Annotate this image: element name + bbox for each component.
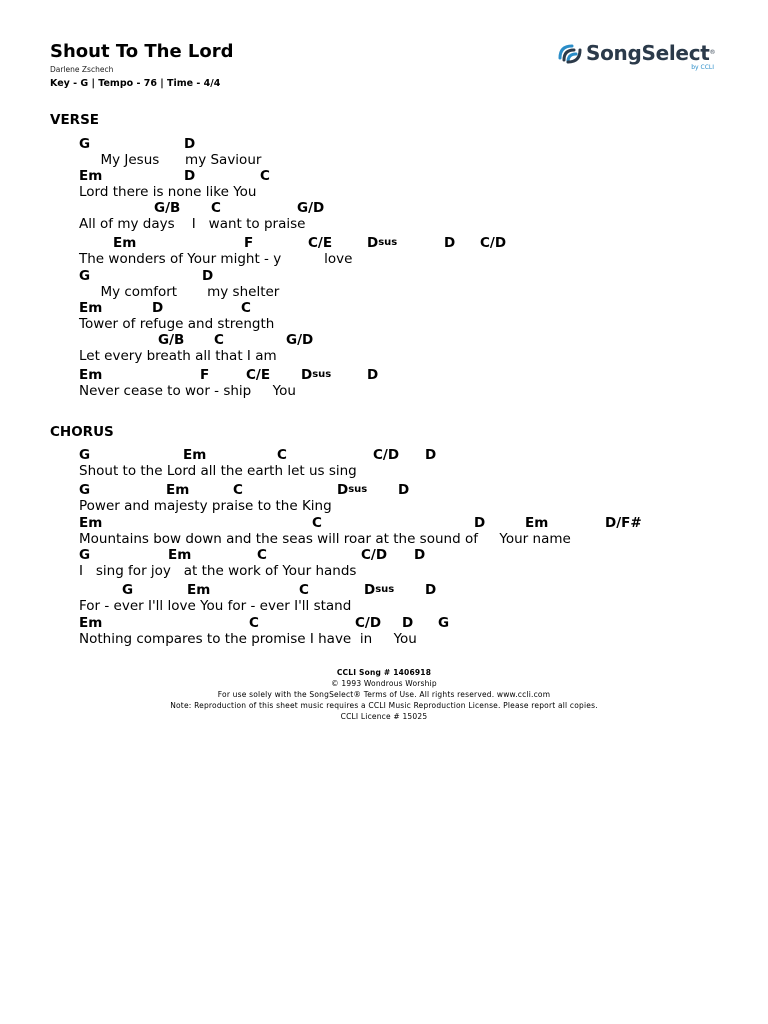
chord: G: [79, 482, 91, 498]
chord: C: [233, 482, 243, 498]
chord: D: [414, 547, 426, 563]
chord: C/E: [308, 235, 333, 251]
chord: C: [211, 200, 221, 216]
chord: D: [184, 136, 196, 152]
song-title: Shout To The Lord: [50, 41, 234, 62]
chord: C/E: [246, 367, 271, 383]
chord-row: [79, 367, 719, 383]
chord: G: [79, 547, 91, 563]
chord: Em: [187, 582, 211, 598]
chord: C/D: [355, 615, 382, 631]
lyric-line: Power and majesty praise to the King: [79, 498, 332, 514]
songselect-logo: [556, 40, 718, 74]
verse-line: [79, 300, 719, 332]
chorus-line: [79, 482, 719, 514]
lyric-line: My Jesus my Saviour: [79, 152, 262, 168]
chord: D: [425, 582, 437, 598]
chord: Em: [113, 235, 137, 251]
verse-line: [79, 168, 719, 200]
chord-row: [79, 235, 719, 251]
chorus-line: [79, 615, 719, 647]
lyric-line: Nothing compares to the promise I have in You: [79, 631, 417, 647]
chorus-line: [79, 547, 719, 579]
chord: C: [241, 300, 251, 316]
chord: C/D: [373, 447, 400, 463]
chord: C: [257, 547, 267, 563]
chord-row: [79, 482, 719, 498]
chord: D: [184, 168, 196, 184]
chord-row: [79, 447, 719, 463]
chord: F: [244, 235, 254, 251]
chord: Em: [79, 367, 103, 383]
verse-line: [79, 235, 719, 267]
chord: D: [152, 300, 164, 316]
lyric-line: For - ever I'll love You for - ever I'll stand: [79, 598, 352, 614]
chord: C: [214, 332, 224, 348]
chord-row: [79, 547, 719, 563]
chord-row: [79, 332, 719, 348]
chord: $D^{sus}$: [367, 235, 398, 251]
verse-line: [79, 332, 719, 364]
chord-row: [79, 136, 719, 152]
lyric-line: Let every breath all that I am: [79, 348, 277, 364]
chord: G/B: [158, 332, 185, 348]
ccli-song-number: CCLI Song # 1406918: [336, 668, 432, 677]
chord-row: [79, 300, 719, 316]
chord: C: [260, 168, 270, 184]
ccli-licence: CCLI Licence # 15025: [340, 712, 428, 721]
chord: Em: [79, 168, 103, 184]
chorus-line: [79, 582, 719, 614]
chord-row: [79, 268, 719, 284]
chord-row: [79, 168, 719, 184]
footer: [0, 667, 768, 722]
terms-of-use: For use solely with the SongSelect® Terms of Use. All rights reserved. www.ccli.com: [217, 690, 551, 699]
chord: $D^{sus}$: [364, 582, 395, 598]
verse-line: [79, 367, 719, 399]
lyric-line: Lord there is none like You: [79, 184, 257, 200]
chord: G: [79, 136, 91, 152]
chord: Em: [168, 547, 192, 563]
verse-line: [79, 200, 719, 232]
lyric-line: The wonders of Your might - y love: [79, 251, 353, 267]
chord: Em: [183, 447, 207, 463]
verse-title: VERSE: [50, 112, 100, 128]
chord: D: [398, 482, 410, 498]
chord: C: [312, 515, 322, 531]
copyright: © 1993 Wondrous Worship: [331, 679, 437, 688]
lyric-line: My comfort my shelter: [79, 284, 280, 300]
chord: C/D: [480, 235, 507, 251]
chord-row: [79, 200, 719, 216]
reproduction-note: Note: Reproduction of this sheet music requires a CCLI Music Reproduction License. Please report all copies.: [170, 701, 598, 710]
chord: G: [79, 268, 91, 284]
chord: C/D: [361, 547, 388, 563]
chord: Em: [79, 515, 103, 531]
verse-section: [50, 111, 99, 129]
lyric-line: All of my days I want to praise: [79, 216, 306, 232]
lyric-line: I sing for joy at the work of Your hands: [79, 563, 357, 579]
chord: D: [367, 367, 379, 383]
chord: Em: [525, 515, 549, 531]
lyric-line: Tower of refuge and strength: [79, 316, 275, 332]
chord: G/D: [286, 332, 314, 348]
song-header: [50, 40, 234, 91]
chord: G: [122, 582, 134, 598]
chord-row: [79, 582, 719, 598]
chord: D: [444, 235, 456, 251]
chord: G: [438, 615, 450, 631]
lyric-line: Mountains bow down and the seas will roar at the sound of Your name: [79, 531, 571, 547]
chord-row: [79, 615, 719, 631]
chord: G/D: [297, 200, 325, 216]
chorus-section: [50, 423, 114, 441]
lyric-line: Never cease to wor - ship You: [79, 383, 296, 399]
chorus-line: [79, 515, 719, 547]
songselect-logo-icon: [556, 40, 584, 68]
chorus-line: [79, 447, 719, 479]
chord: G: [79, 447, 91, 463]
songselect-logo-sub: by CCLI: [691, 64, 714, 71]
chord: Em: [79, 615, 103, 631]
chord: D: [425, 447, 437, 463]
songselect-logo-text: SongSelect®: [586, 41, 716, 65]
chord: C: [299, 582, 309, 598]
chord: G/B: [154, 200, 181, 216]
chord: $D^{sus}$: [337, 482, 368, 498]
chorus-title: CHORUS: [50, 424, 114, 440]
chord: $D^{sus}$: [301, 367, 332, 383]
song-meta: Key - G | Tempo - 76 | Time - 4/4: [50, 78, 221, 89]
verse-line: [79, 268, 719, 300]
chord: Em: [166, 482, 190, 498]
chord: F: [200, 367, 210, 383]
song-author: Darlene Zschech: [50, 65, 114, 74]
chord: D: [202, 268, 214, 284]
chord: C: [277, 447, 287, 463]
verse-line: [79, 136, 719, 168]
chord: D: [402, 615, 414, 631]
chord: Em: [79, 300, 103, 316]
lyric-line: Shout to the Lord all the earth let us sing: [79, 463, 357, 479]
chord: D: [474, 515, 486, 531]
chord-row: [79, 515, 719, 531]
chord: C: [249, 615, 259, 631]
chord: D/F#: [605, 515, 642, 531]
